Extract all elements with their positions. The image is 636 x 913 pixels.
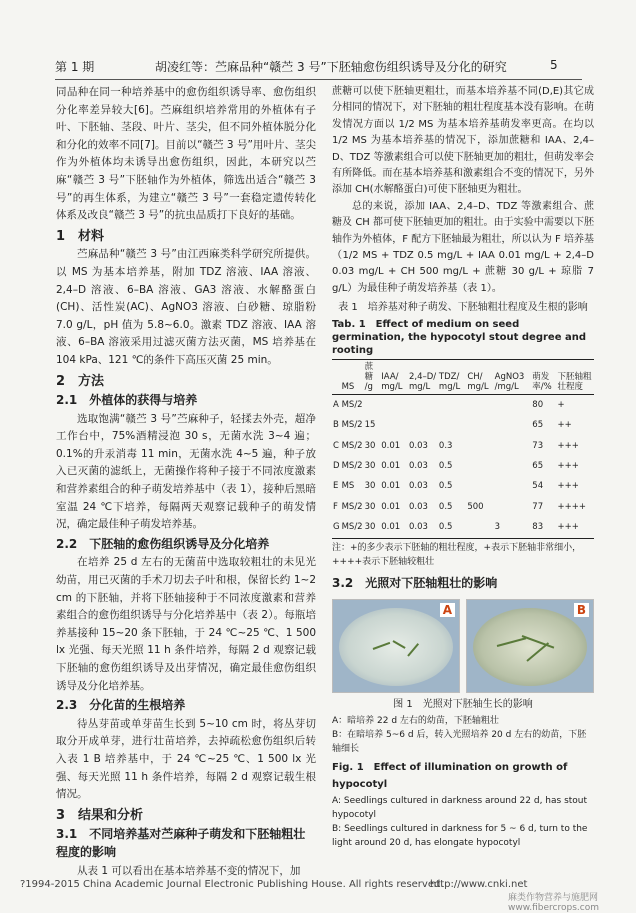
table-cell: ++++ bbox=[557, 501, 587, 512]
table-cell: 3 bbox=[494, 517, 532, 538]
watermark: 麻类作物营养与施肥网 www.fibercrops.com bbox=[508, 893, 599, 913]
figure-panel-a bbox=[332, 599, 460, 693]
table-caption-cn: 表 1 培养基对种子萌发、下胚轴粗壮程度及生根的影响 bbox=[338, 302, 588, 314]
paragraph: 蔗糖可以使下胚轴更粗壮，而基本培养基不同(D,E)其它成分相同的情况下，对下胚轴的粗壮程度基本没有影响。在萌发情况方面以 1/2 MS 为基本培养基萌发率更高。在均以 1/2 MS 为基本培养基的情况下，添加蔗糖和 IAA、2,4–D、TDZ 等激素组合可以使下胚轴更加的粗壮，但萌发率会有所降低。而在基本培养基和激素组合不变的情况下，另外添加 CH(水解酪蛋白)可使下胚轴更为粗壮。 bbox=[332, 86, 594, 196]
table-cell bbox=[380, 394, 408, 415]
table-cell: 0.01 bbox=[381, 460, 401, 471]
table-header-cell: CH/ mg/L bbox=[466, 359, 493, 394]
table-note: 注：+的多少表示下胚轴的粗壮程度，+表示下胚轴非常细小，++++表示下胚轴较粗壮 bbox=[332, 542, 582, 567]
paragraph: 同品种在同一种培养基中的愈伤组织诱导率、愈伤组织分化率差异较大[6]。苎麻组织培养常用的外植体有子叶、下胚轴、茎段、叶片、茎尖，但不同外植体脱分化和分化的效率不同[7]。目前以“赣苎 3 号”用叶片、茎尖作为外植体均未诱导出愈伤组织，因此，本研究以苎麻“赣苎 3 号”下胚轴作为外植体，筛选出适合“赣苎 3 号”的再生体系，为建立“赣苎 3 号”一套稳定遗传转化体系及改良“赣苎 3 号”的抗虫品质打下良好的基础。 bbox=[56, 86, 316, 222]
table-header-cell bbox=[332, 359, 341, 394]
table-cell: 30 bbox=[364, 481, 376, 492]
table-cell: 0.01 bbox=[381, 501, 401, 512]
figure-legend-a-en: A: Seedlings cultured in darkness around 22 d, has stout hypocotyl bbox=[332, 796, 588, 821]
table-row bbox=[332, 436, 594, 456]
table-cell: MS/2 bbox=[341, 420, 363, 431]
petri-dish-image bbox=[473, 608, 587, 686]
figure-legend-b-en: B: Seedlings cultured in darkness for 5 ~ 6 d, turn to the light around 20 d, has elongate hypocotyl bbox=[332, 824, 588, 849]
table-cell: 15 bbox=[364, 420, 376, 431]
table-cell: 0.01 bbox=[380, 517, 408, 538]
table-cell: 0.5 bbox=[438, 460, 453, 471]
table-cell: 77 bbox=[532, 501, 544, 512]
table-cell: 0.03 bbox=[408, 460, 428, 471]
section-heading-materials: 1 材料 bbox=[56, 228, 105, 244]
panel-label: B bbox=[574, 603, 589, 617]
table-row bbox=[332, 517, 594, 538]
figure-1 bbox=[332, 599, 594, 693]
table-cell bbox=[364, 394, 381, 415]
table-cell bbox=[494, 456, 532, 476]
table-cell bbox=[466, 456, 493, 476]
table-cell: G bbox=[332, 517, 341, 538]
figure-panel-b bbox=[466, 599, 594, 693]
table-header-cell: TDZ/ mg/L bbox=[438, 359, 466, 394]
right-column bbox=[332, 84, 594, 850]
table-cell: +++ bbox=[557, 460, 579, 471]
footer-url[interactable]: http://www.cnki.net bbox=[430, 879, 528, 890]
table-cell bbox=[408, 394, 438, 415]
table-header-cell: 下胚轴粗壮程度 bbox=[557, 359, 594, 394]
table-header-cell: 蔗糖 /g bbox=[364, 359, 381, 394]
header-rule bbox=[55, 79, 582, 80]
table-cell: 0.5 bbox=[438, 501, 453, 512]
table-header-cell: 萌发率/% bbox=[531, 359, 556, 394]
paragraph: 总的来说，添加 IAA、2,4–D、TDZ 等激素组合、蔗糖及 CH 都可使下胚轴更加的粗壮。由于实验中需要以下胚轴作为外植体，F 配方下胚轴最为粗壮，所以认为 F 培养基（1/2 MS + TDZ 0.5 mg/L + IAA 0.01 mg/L + 2,4–D 0.03 mg/L + CH 500 mg/L + 蔗糖 30 g/L + 琼脂 7 g/L）为最佳种子萌发培养基（表 1）。 bbox=[332, 200, 594, 294]
table-cell: 0.01 bbox=[381, 440, 401, 451]
petri-dish-image bbox=[339, 608, 453, 686]
table-cell: 0.03 bbox=[408, 481, 428, 492]
table-cell: E bbox=[333, 481, 339, 492]
table-cell bbox=[494, 394, 532, 415]
table-cell: C bbox=[333, 440, 339, 451]
table-cell: 0.03 bbox=[408, 501, 428, 512]
table-cell: MS/2 bbox=[341, 440, 363, 451]
table-cell: 0.03 bbox=[408, 517, 438, 538]
table-cell: 30 bbox=[364, 440, 376, 451]
table-cell: 0.01 bbox=[381, 481, 401, 492]
table-cell: 0.5 bbox=[438, 517, 466, 538]
subsection-heading: 3.2 光照对下胚轴粗壮的影响 bbox=[332, 575, 498, 590]
table-cell: 83 bbox=[531, 517, 556, 538]
table-cell bbox=[494, 476, 532, 496]
table-cell: 65 bbox=[532, 420, 544, 431]
table-cell: + bbox=[557, 399, 565, 410]
section-heading-results: 3 结果和分析 bbox=[56, 807, 144, 823]
table-header-row bbox=[332, 359, 594, 394]
table-header-cell: 2,4–D/ mg/L bbox=[408, 359, 438, 394]
figure-caption-en: Fig. 1 Effect of illumination on growth of hypocotyl bbox=[332, 762, 568, 790]
table-cell: MS/2 bbox=[341, 399, 363, 410]
table-cell bbox=[494, 497, 532, 517]
table-cell: 54 bbox=[532, 481, 544, 492]
copyright-notice: ?1994-2015 China Academic Journal Electronic Publishing House. All rights reserved. bbox=[20, 879, 444, 890]
table-cell bbox=[438, 394, 466, 415]
paragraph: 选取饱满“赣苎 3 号”苎麻种子，轻揉去外壳，超净工作台中，75%酒精浸泡 30 s，无菌水洗 3~4 遍；0.1%的升汞消毒 11 min，无菌水洗 4~5 遍，种子放入已灭菌的滤纸上，无菌操作将种子接于不同浓度激素和营养素组合的种子萌发培养基中（表 1），接种后黑暗室温 24 ℃下培养，每隔两天观察记载种子的萌发情况，确定最佳种子萌发培养基。 bbox=[56, 412, 316, 531]
table-cell: D bbox=[333, 460, 340, 471]
table-cell: 0.5 bbox=[438, 481, 453, 492]
table-cell: 500 bbox=[467, 501, 484, 512]
table-cell: MS/2 bbox=[341, 517, 364, 538]
table-cell: B bbox=[333, 420, 339, 431]
table-cell bbox=[466, 476, 493, 496]
table-cell: 0.3 bbox=[438, 440, 453, 451]
table-header-cell: AgNO3 /mg/L bbox=[494, 359, 532, 394]
figure-caption-cn: 图 1 光照对下胚轴生长的影响 bbox=[393, 698, 533, 710]
table-row bbox=[332, 456, 594, 476]
running-header bbox=[0, 56, 636, 78]
table-header-cell: IAA/ mg/L bbox=[380, 359, 408, 394]
table-cell: 80 bbox=[532, 399, 544, 410]
subsection-heading: 2.2 下胚轴的愈伤组织诱导及分化培养 bbox=[56, 536, 270, 551]
paragraph: 待丛芽苗或单芽苗生长到 5~10 cm 时，将丛芽切取分开成单芽，进行壮苗培养，去掉疏松愈伤组织后转入表 1 B 培养基中，于 24 ℃~25 ℃、1 500 lx 光强、每天光照 11 h 条件培养，每隔 2 d 观察记载生根情况。 bbox=[56, 717, 316, 801]
table-cell: +++ bbox=[557, 517, 594, 538]
page-number: 5 bbox=[550, 58, 558, 72]
table-header-cell: MS bbox=[341, 359, 364, 394]
table-cell bbox=[494, 415, 532, 435]
left-column bbox=[56, 84, 316, 880]
table-cell bbox=[466, 415, 493, 435]
running-title: 胡凌红等：苎麻品种“赣苎 3 号”下胚轴愈伤组织诱导及分化的研究 bbox=[155, 60, 507, 74]
paragraph: 在培养 25 d 左右的无菌苗中选取较粗壮的未见光幼苗，用已灭菌的手术刀切去子叶和根，保留长约 1~2 cm 的下胚轴，并将下胚轴接种于不同浓度激素和营养素组合的愈伤组织诱导与分化培养基中（表 2）。每瓶培养基接种 15~20 条下胚轴，于 24 ℃~25 ℃、1 500 lx 光强、每天光照 11 h 条件培养，每隔 2 d 观察记载下胚轴的愈伤组织诱导及出芽情况，确定最佳愈伤组织诱导及分化培养基。 bbox=[56, 556, 316, 692]
medium-effect-table bbox=[332, 359, 594, 539]
table-cell bbox=[438, 415, 466, 435]
subsection-heading: 2.1 外植体的获得与培养 bbox=[56, 393, 198, 408]
table-cell: 73 bbox=[532, 440, 544, 451]
table-cell bbox=[466, 517, 493, 538]
table-cell: MS/2 bbox=[341, 501, 363, 512]
section-heading-methods: 2 方法 bbox=[56, 373, 105, 389]
table-row bbox=[332, 394, 594, 415]
paragraph: 从表 1 可以看出在基本培养基不变的情况下，加 bbox=[77, 864, 301, 877]
table-cell bbox=[408, 415, 438, 435]
figure-legend-a-cn: A：暗培养 22 d 左右的幼苗，下胚轴粗壮 bbox=[332, 716, 499, 727]
table-cell: MS bbox=[341, 481, 355, 492]
table-cell: ++ bbox=[557, 420, 572, 431]
table-cell: F bbox=[333, 501, 338, 512]
table-cell: 0.03 bbox=[408, 440, 428, 451]
table-cell bbox=[466, 394, 493, 415]
figure-legend-b-cn: B：在暗培养 5~6 d 后，转入光照培养 20 d 左右的幼苗，下胚轴细长 bbox=[332, 730, 587, 755]
table-cell bbox=[466, 436, 493, 456]
issue-number: 第 1 期 bbox=[55, 60, 95, 74]
paragraph: 苎麻品种“赣苎 3 号”由江西麻类科学研究所提供。以 MS 为基本培养基，附加 TDZ 溶液、IAA 溶液、2,4–D 溶液、6–BA 溶液、GA3 溶液、水解酪蛋白(CH)、活性炭(AC)、AgNO3 溶液、白砂糖、琼脂粉 7.0 g/L，pH 值为 5.8~6.0。激素 TDZ 溶液、IAA 溶液、6–BA 溶液采用过滤灭菌方法灭菌，MS 培养基在 104 kPa、121 ℃的条件下高压灭菌 25 min。 bbox=[56, 248, 316, 366]
table-cell: +++ bbox=[557, 440, 579, 451]
table-row bbox=[332, 415, 594, 435]
subsection-heading: 3.1 不同培养基对苎麻种子萌发和下胚轴粗壮程度的影响 bbox=[56, 827, 306, 859]
table-cell: 30 bbox=[364, 517, 381, 538]
panel-label: A bbox=[440, 603, 455, 617]
table-cell bbox=[494, 436, 532, 456]
subsection-heading: 2.3 分化苗的生根培养 bbox=[56, 698, 186, 713]
table-caption-en: Tab. 1 Effect of medium on seed germination, the hypocotyl stout degree and rooting bbox=[332, 318, 586, 356]
table-cell: A bbox=[333, 399, 339, 410]
table-cell: 65 bbox=[532, 460, 544, 471]
table-cell: 30 bbox=[364, 460, 376, 471]
table-cell: 30 bbox=[364, 501, 376, 512]
table-cell: +++ bbox=[557, 481, 579, 492]
table-row bbox=[332, 476, 594, 496]
table-cell: MS/2 bbox=[341, 460, 363, 471]
table-row bbox=[332, 497, 594, 517]
table-cell bbox=[380, 415, 408, 435]
